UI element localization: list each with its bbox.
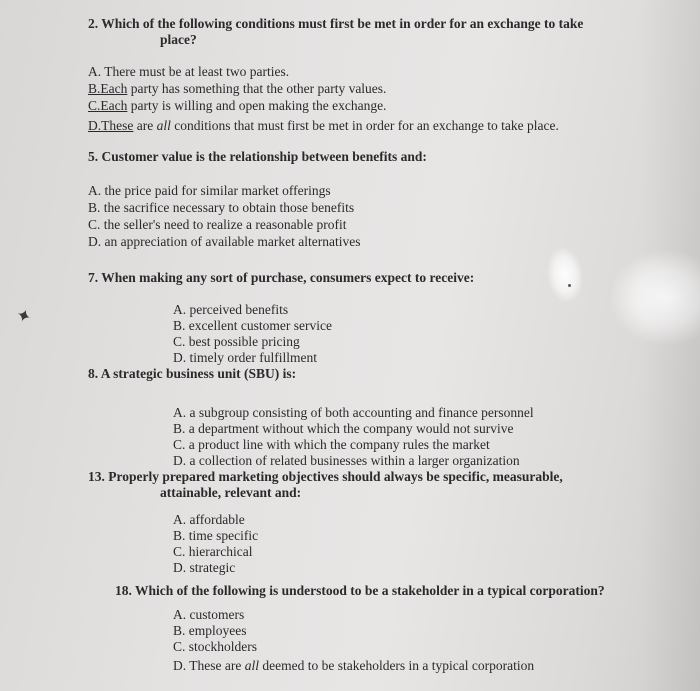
q8-option-a: A. a subgroup consisting of both accounting and finance personnel bbox=[173, 405, 534, 420]
question-7: 7. When making any sort of purchase, consumers expect to receive: bbox=[88, 270, 475, 285]
question-5: 5. Customer value is the relationship between benefits and: bbox=[88, 149, 427, 164]
question-2-line1: 2. Which of the following conditions must first be met in order for an exchange to take bbox=[88, 16, 584, 31]
q5-option-c: C. the seller's need to realize a reasonable profit bbox=[88, 217, 347, 232]
q2-option-d-text: conditions that must first be met in order for an exchange to take place. bbox=[170, 118, 559, 133]
q13-option-a: A. affordable bbox=[173, 512, 245, 527]
q18-option-a: A. customers bbox=[173, 607, 245, 622]
question-2-line2: place? bbox=[160, 32, 197, 47]
q5-option-a: A. the price paid for similar market offerings bbox=[88, 183, 331, 198]
q2-option-b bbox=[88, 81, 386, 97]
q18-option-d-text: deemed to be stakeholders in a typical corporation bbox=[258, 658, 535, 673]
q2-option-b-prefix: B.Each bbox=[88, 81, 128, 96]
q7-option-c: C. best possible pricing bbox=[173, 334, 300, 349]
ink-dot bbox=[568, 284, 571, 287]
q18-option-d bbox=[173, 658, 534, 674]
q7-option-d: D. timely order fulfillment bbox=[173, 350, 317, 365]
q18-option-b: B. employees bbox=[173, 623, 247, 638]
q8-option-d: D. a collection of related businesses within a larger organization bbox=[173, 453, 520, 468]
question-13-line1: 13. Properly prepared marketing objectives should always be specific, measurable, bbox=[88, 469, 563, 484]
light-glare bbox=[544, 246, 585, 304]
page-shadow bbox=[640, 0, 700, 691]
q2-option-d-prefix: D.These bbox=[88, 118, 134, 133]
q18-option-d-prefix: D. These are bbox=[173, 658, 245, 673]
q2-option-d-all: all bbox=[156, 118, 171, 133]
q18-option-d-all: all bbox=[244, 658, 259, 673]
question-8: 8. A strategic business unit (SBU) is: bbox=[88, 366, 297, 381]
q2-option-d bbox=[88, 118, 559, 134]
question-18: 18. Which of the following is understood to be a stakeholder in a typical corporation? bbox=[115, 583, 605, 598]
q2-option-c-text: party is willing and open making the exchange. bbox=[127, 98, 387, 113]
q8-option-c: C. a product line with which the company rules the market bbox=[173, 437, 490, 452]
q5-option-d: D. an appreciation of available market alternatives bbox=[88, 234, 361, 249]
question-13-line2: attainable, relevant and: bbox=[160, 485, 302, 500]
q18-option-c: C. stockholders bbox=[173, 639, 257, 654]
q5-option-b: B. the sacrifice necessary to obtain those benefits bbox=[88, 200, 355, 215]
pen-mark: ✦ bbox=[13, 304, 35, 329]
q7-option-a: A. perceived benefits bbox=[173, 302, 289, 317]
q2-option-d-mid: are bbox=[133, 118, 157, 133]
q2-option-b-text: party has something that the other party values. bbox=[127, 81, 387, 96]
q2-option-c-prefix: C.Each bbox=[88, 98, 128, 113]
q13-option-c: C. hierarchical bbox=[173, 544, 253, 559]
q2-option-c bbox=[88, 98, 386, 114]
q13-option-b: B. time specific bbox=[173, 528, 259, 543]
q13-option-d: D. strategic bbox=[173, 560, 236, 575]
q2-option-a: A. There must be at least two parties. bbox=[88, 64, 290, 79]
q8-option-b: B. a department without which the company would not survive bbox=[173, 421, 514, 436]
q7-option-b: B. excellent customer service bbox=[173, 318, 332, 333]
